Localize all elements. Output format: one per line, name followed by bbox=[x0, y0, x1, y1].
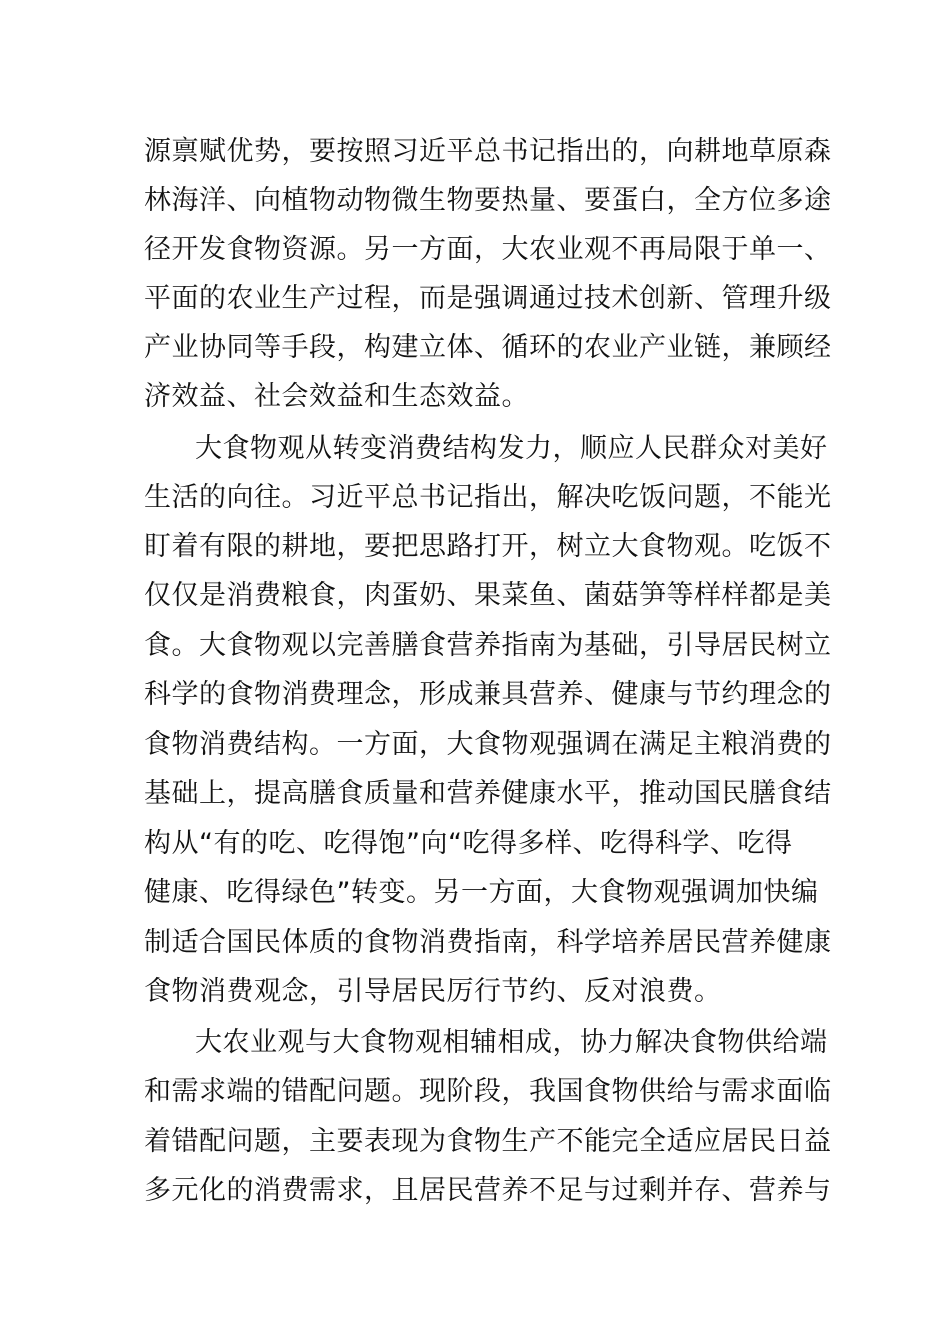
text-line: 济效益、社会效益和生态效益。 bbox=[144, 381, 529, 412]
text-line: 多元化的消费需求，且居民营养不足与过剩并存、营养与 bbox=[144, 1175, 832, 1206]
text-line: 构从“有的吃、吃得饱”向“吃得多样、吃得科学、吃得 bbox=[144, 828, 793, 859]
text-line: 制适合国民体质的食物消费指南，科学培养居民营养健康 bbox=[144, 927, 832, 958]
text-line: 健康、吃得绿色”转变。另一方面，大食物观强调加快编 bbox=[144, 877, 819, 908]
text-line: 食物消费观念，引导居民厉行节约、反对浪费。 bbox=[144, 976, 722, 1007]
text-line: 林海洋、向植物动物微生物要热量、要蛋白，全方位多途 bbox=[144, 185, 832, 216]
text-line: 食物消费结构。一方面，大食物观强调在满足主粮消费的 bbox=[144, 729, 832, 760]
text-line: 源禀赋优势，要按照习近平总书记指出的，向耕地草原森 bbox=[144, 136, 832, 167]
text-line: 产业协同等手段，构建立体、循环的农业产业链，兼顾经 bbox=[144, 332, 832, 363]
paragraph-first-line: 大农业观与大食物观相辅相成，协力解决食物供给端 bbox=[195, 1027, 828, 1058]
text-line: 基础上，提高膳食质量和营养健康水平，推动国民膳食结 bbox=[144, 778, 832, 809]
text-line: 着错配问题，主要表现为食物生产不能完全适应居民日益 bbox=[144, 1126, 832, 1157]
text-line: 和需求端的错配问题。现阶段，我国食物供给与需求面临 bbox=[144, 1076, 832, 1107]
text-line: 平面的农业生产过程，而是强调通过技术创新、管理升级 bbox=[144, 283, 832, 314]
text-line: 生活的向往。习近平总书记指出，解决吃饭问题，不能光 bbox=[144, 482, 832, 513]
text-line: 径开发食物资源。另一方面，大农业观不再局限于单一、 bbox=[144, 234, 832, 265]
text-line: 科学的食物消费理念，形成兼具营养、健康与节约理念的 bbox=[144, 679, 832, 710]
paragraph-first-line: 大食物观从转变消费结构发力，顺应人民群众对美好 bbox=[195, 433, 828, 464]
text-line: 仅仅是消费粮食，肉蛋奶、果菜鱼、菌菇笋等样样都是美 bbox=[144, 580, 832, 611]
text-line: 食。大食物观以完善膳食营养指南为基础，引导居民树立 bbox=[144, 630, 832, 661]
text-line: 盯着有限的耕地，要把思路打开，树立大食物观。吃饭不 bbox=[144, 531, 832, 562]
